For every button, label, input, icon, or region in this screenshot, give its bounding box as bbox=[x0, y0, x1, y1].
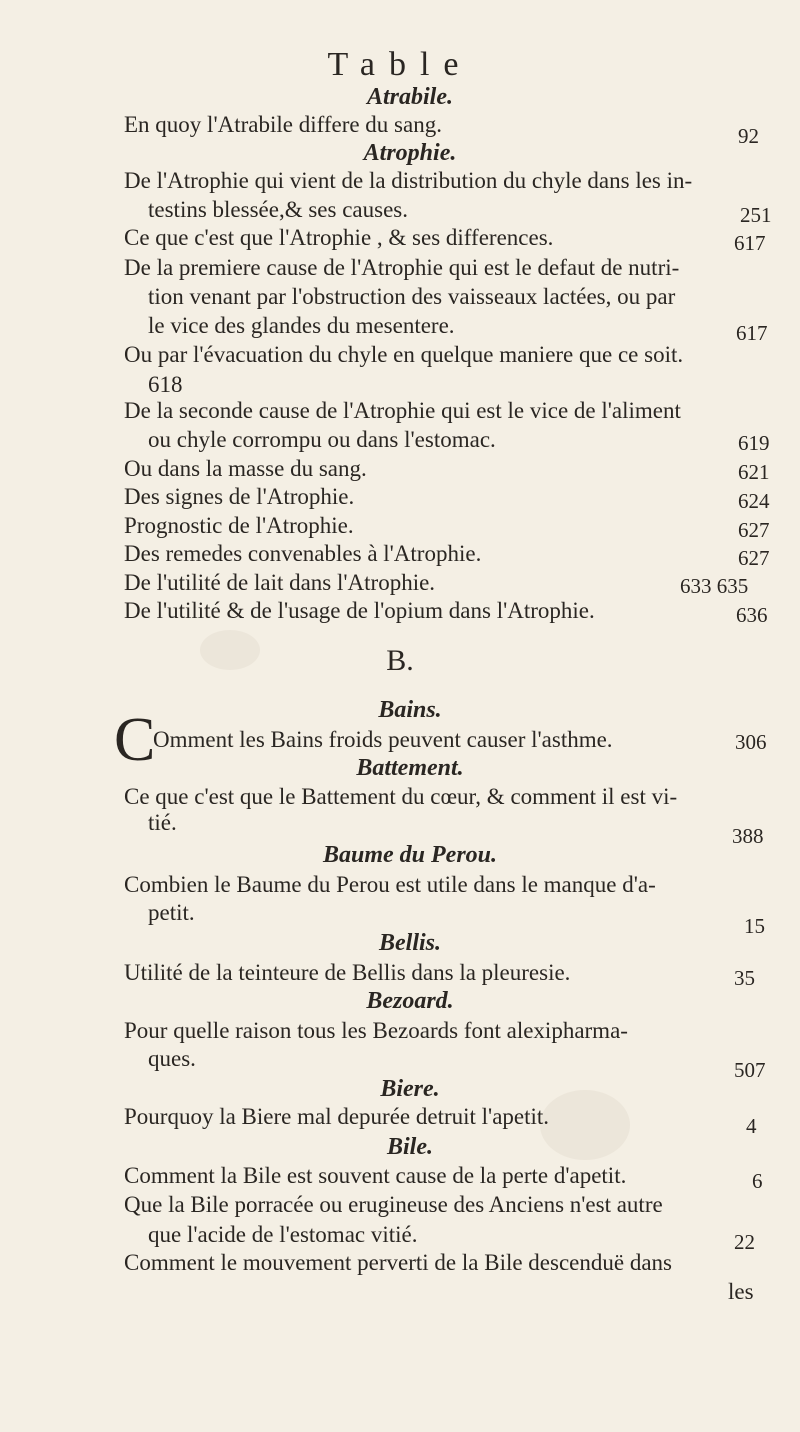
index-heading: Bains. bbox=[378, 697, 442, 723]
page-title: Table bbox=[327, 46, 473, 83]
page-number: 4 bbox=[746, 1114, 757, 1138]
page-number: 636 bbox=[736, 603, 768, 627]
page-number: 22 bbox=[734, 1230, 755, 1254]
index-entry: Prognostic de l'Atrophie. bbox=[124, 513, 354, 538]
index-heading: Biere. bbox=[380, 1076, 440, 1102]
index-entry: De la seconde cause de l'Atrophie qui est le vice de l'aliment bbox=[124, 398, 681, 423]
index-entry: Des remedes convenables à l'Atrophie. bbox=[124, 541, 482, 566]
section-letter: B. bbox=[386, 644, 414, 677]
index-entry: De l'Atrophie qui vient de la distribution du chyle dans les in- bbox=[124, 168, 693, 193]
page-number: 627 bbox=[738, 518, 770, 542]
index-entry: Ou dans la masse du sang. bbox=[124, 456, 367, 481]
index-entry: De la premiere cause de l'Atrophie qui est le defaut de nutri- bbox=[124, 255, 680, 280]
page-number: 6 bbox=[752, 1169, 763, 1193]
index-entry: Comment la Bile est souvent cause de la perte d'apetit. bbox=[124, 1163, 627, 1188]
index-entry: Ce que c'est que le Battement du cœur, & comment il est vi- bbox=[124, 784, 678, 809]
index-entry: Des signes de l'Atrophie. bbox=[124, 484, 355, 509]
index-entry: De l'utilité de lait dans l'Atrophie. bbox=[124, 570, 436, 595]
index-heading: Bile. bbox=[387, 1134, 433, 1160]
index-entry: tié. bbox=[148, 810, 177, 835]
page-number: 621 bbox=[738, 460, 770, 484]
index-heading: Battement. bbox=[356, 755, 464, 781]
index-heading: Bezoard. bbox=[366, 988, 454, 1014]
index-heading: Atrabile. bbox=[366, 84, 453, 110]
index-entry: Combien le Baume du Perou est utile dans le manque d'a- bbox=[124, 872, 656, 897]
page-number: 507 bbox=[734, 1058, 766, 1082]
index-entry: que l'acide de l'estomac vitié. bbox=[148, 1222, 418, 1247]
index-heading: Atrophie. bbox=[363, 140, 457, 166]
index-entry: 618 bbox=[148, 372, 183, 397]
index-entry: Ou par l'évacuation du chyle en quelque maniere que ce soit. bbox=[124, 342, 684, 367]
index-entry: Pour quelle raison tous les Bezoards font alexipharma- bbox=[124, 1018, 628, 1043]
index-entry: ou chyle corrompu ou dans l'estomac. bbox=[148, 427, 496, 452]
page-number: 617 bbox=[736, 321, 768, 345]
index-entry: les bbox=[728, 1279, 754, 1304]
index-entry: Ce que c'est que l'Atrophie , & ses differences. bbox=[124, 225, 554, 250]
index-entry: le vice des glandes du mesentere. bbox=[148, 313, 455, 338]
index-entry: De l'utilité & de l'usage de l'opium dans l'Atrophie. bbox=[124, 598, 595, 623]
index-entry: Pourquoy la Biere mal depurée detruit l'apetit. bbox=[124, 1104, 550, 1129]
index-entry: Comment le mouvement perverti de la Bile descenduë dans bbox=[124, 1250, 673, 1275]
page-number: 617 bbox=[734, 231, 766, 255]
page-number: 619 bbox=[738, 431, 770, 455]
index-heading: Bellis. bbox=[378, 930, 441, 956]
page-number: 92 bbox=[738, 124, 759, 148]
index-entry: tion venant par l'obstruction des vaisseaux lactées, ou par bbox=[148, 284, 676, 309]
page-number: 627 bbox=[738, 546, 770, 570]
drop-cap: C bbox=[114, 706, 156, 774]
index-entry: petit. bbox=[148, 900, 195, 925]
page-number: 35 bbox=[734, 966, 755, 990]
index-entry: ques. bbox=[148, 1046, 196, 1071]
index-heading: Baume du Perou. bbox=[322, 842, 498, 868]
index-entry: Utilité de la teinteure de Bellis dans la pleuresie. bbox=[124, 960, 571, 985]
index-entry: Omment les Bains froids peuvent causer l'asthme. bbox=[153, 727, 613, 752]
index-entry: testins blessée,& ses causes. bbox=[148, 197, 408, 222]
page-number: 388 bbox=[732, 824, 764, 848]
page-number: 15 bbox=[744, 914, 765, 938]
page-number: 306 bbox=[735, 730, 767, 754]
page-number: 624 bbox=[738, 489, 770, 513]
page-number: 251 bbox=[740, 203, 772, 227]
index-entry: Que la Bile porracée ou erugineuse des Anciens n'est autre bbox=[124, 1192, 663, 1217]
index-entry: En quoy l'Atrabile differe du sang. bbox=[124, 112, 442, 137]
page-number: 633 635 bbox=[680, 574, 749, 598]
